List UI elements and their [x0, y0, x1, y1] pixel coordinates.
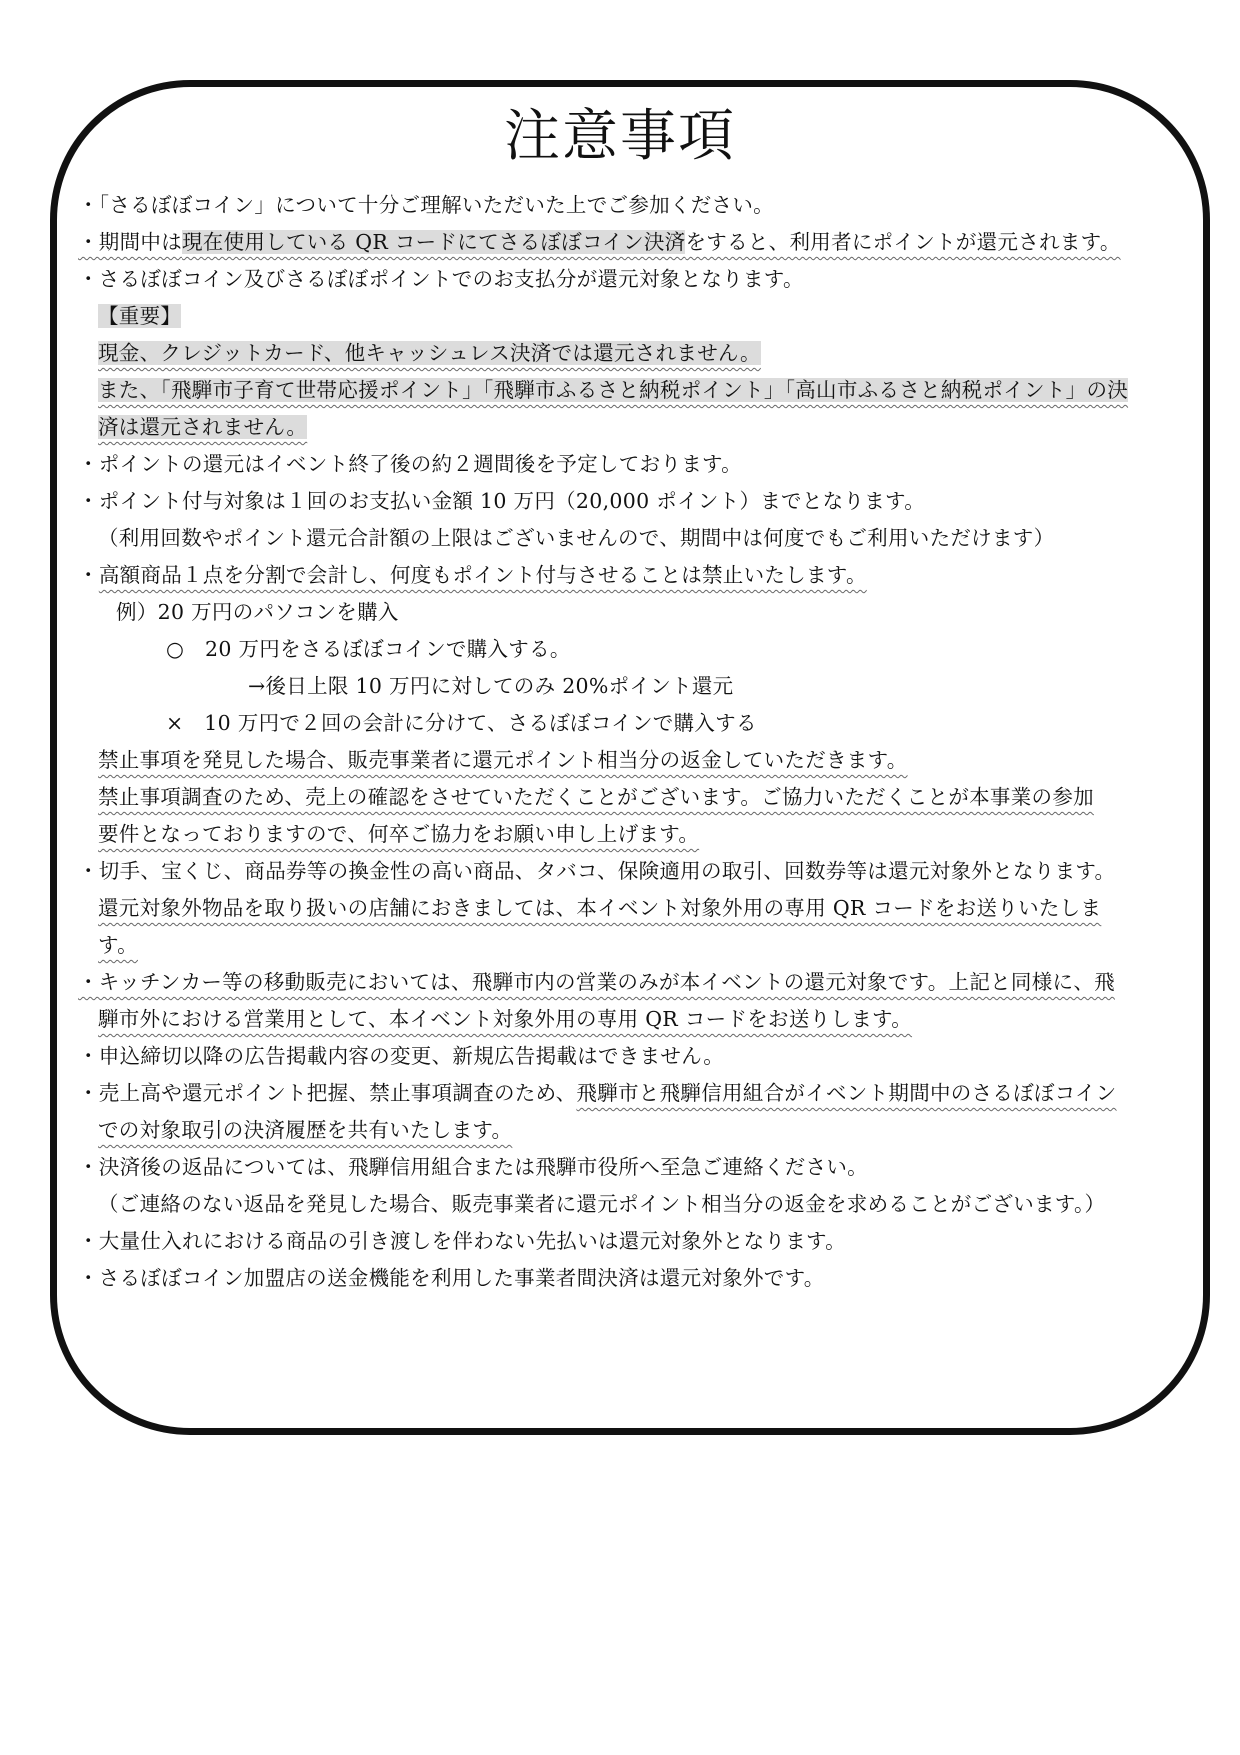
bullet: ・ — [78, 563, 99, 587]
page-title: 注意事項 — [504, 104, 736, 169]
list-item: ・申込締切以降の広告掲載内容の変更、新規広告掲載はできません。 — [78, 1044, 725, 1068]
list-item — [78, 742, 1178, 779]
text: 飛騨市と飛騨信用組合がイベント期間中のさるぼぼコイン — [576, 1081, 1117, 1105]
list-item — [78, 1112, 1178, 1149]
text: 要件となっておりますので、何卒ご協力をお願い申し上げます。 — [98, 822, 700, 846]
list-item — [78, 224, 1178, 261]
list-item: ・ポイント付与対象は１回のお支払い金額 10 万円（20,000 ポイント）までとなります。 — [78, 489, 926, 513]
text: 騨市外における営業用として、本イベント対象外用の専用 QR コードをお送りします。 — [98, 1007, 913, 1031]
highlight-text: 現在使用している QR コードにてさるぼぼコイン決済 — [182, 230, 686, 254]
text: す。 — [98, 933, 138, 957]
list-item — [78, 890, 1178, 927]
list-item — [78, 372, 1178, 409]
important-label — [78, 298, 1178, 335]
text: をすると、利用者にポイントが還元されます。 — [685, 230, 1121, 254]
text: 高額商品１点を分割で会計し、何度もポイント付与させることは禁止いたします。 — [98, 563, 867, 587]
list-item — [78, 409, 1178, 446]
highlight-text: 【重要】 — [98, 304, 182, 328]
text: での対象取引の決済履歴を共有いたします。 — [98, 1118, 513, 1142]
list-item: ・大量仕入れにおける商品の引き渡しを伴わない先払いは還元対象外となります。 — [78, 1229, 846, 1253]
list-item: ・さるぼぼコイン加盟店の送金機能を利用した事業者間決済は還元対象外です。 — [78, 1266, 825, 1290]
list-item — [78, 1001, 1178, 1038]
list-item: ・さるぼぼコイン及びさるぼぼポイントでのお支払分が還元対象となります。 — [78, 267, 804, 291]
text: ・売上高や還元ポイント把握、禁止事項調査のため、 — [78, 1081, 577, 1105]
text: ・キッチンカー等の移動販売においては、飛騨市内の営業のみが本イベントの還元対象です。上記と同様に、飛 — [78, 970, 1115, 994]
highlight-text: また、「飛騨市子育て世帯応援ポイント」「飛騨市ふるさと納税ポイント」「高山市ふるさと納税ポイント」の決 — [98, 378, 1129, 402]
example-ng: × 10 万円で２回の会計に分けて、さるぼぼコインで購入する — [166, 711, 757, 735]
list-item — [78, 816, 1178, 853]
list-item: ・決済後の返品については、飛騨信用組合または飛騨市役所へ至急ご連絡ください。 — [78, 1155, 868, 1179]
text: 禁止事項を発見した場合、販売事業者に還元ポイント相当分の返金していただきます。 — [98, 748, 908, 772]
example-ok-note: →後日上限 10 万円に対してのみ 20%ポイント還元 — [248, 674, 734, 698]
notice-list — [78, 187, 1178, 1297]
list-item: （利用回数やポイント還元合計額の上限はございませんので、期間中は何度でもご利用いただけます） — [98, 526, 1055, 550]
highlight-text: 済は還元されません。 — [98, 415, 308, 439]
list-item — [78, 335, 1178, 372]
list-item: ・ポイントの還元はイベント終了後の約２週間後を予定しております。 — [78, 452, 742, 476]
list-item — [78, 927, 1178, 964]
list-item — [78, 557, 1178, 594]
list-item — [78, 964, 1178, 1001]
list-item — [78, 779, 1178, 816]
list-item: ・切手、宝くじ、商品券等の換金性の高い商品、タバコ、保険適用の取引、回数券等は還元対象外となります。 — [78, 859, 1116, 883]
text: 禁止事項調査のため、売上の確認をさせていただくことがございます。ご協力いただくことが本事業の参加 — [98, 785, 1094, 809]
list-item — [78, 1075, 1178, 1112]
text: ・期間中は — [78, 230, 182, 254]
text: 還元対象外物品を取り扱いの店舗におきましては、本イベント対象外用の専用 QR コードをお送りいたしま — [98, 896, 1102, 920]
highlight-text: 現金、クレジットカード、他キャッシュレス決済では還元されません。 — [98, 341, 761, 365]
example-heading: 例）20 万円のパソコンを購入 — [116, 600, 399, 624]
list-item: （ご連絡のない返品を発見した場合、販売事業者に還元ポイント相当分の返金を求めることがございます。） — [98, 1192, 1106, 1216]
list-item: ・「さるぼぼコイン」について十分ご理解いただいた上でご参加ください。 — [78, 193, 774, 217]
example-ok: ○ 20 万円をさるぼぼコインで購入する。 — [166, 637, 571, 661]
